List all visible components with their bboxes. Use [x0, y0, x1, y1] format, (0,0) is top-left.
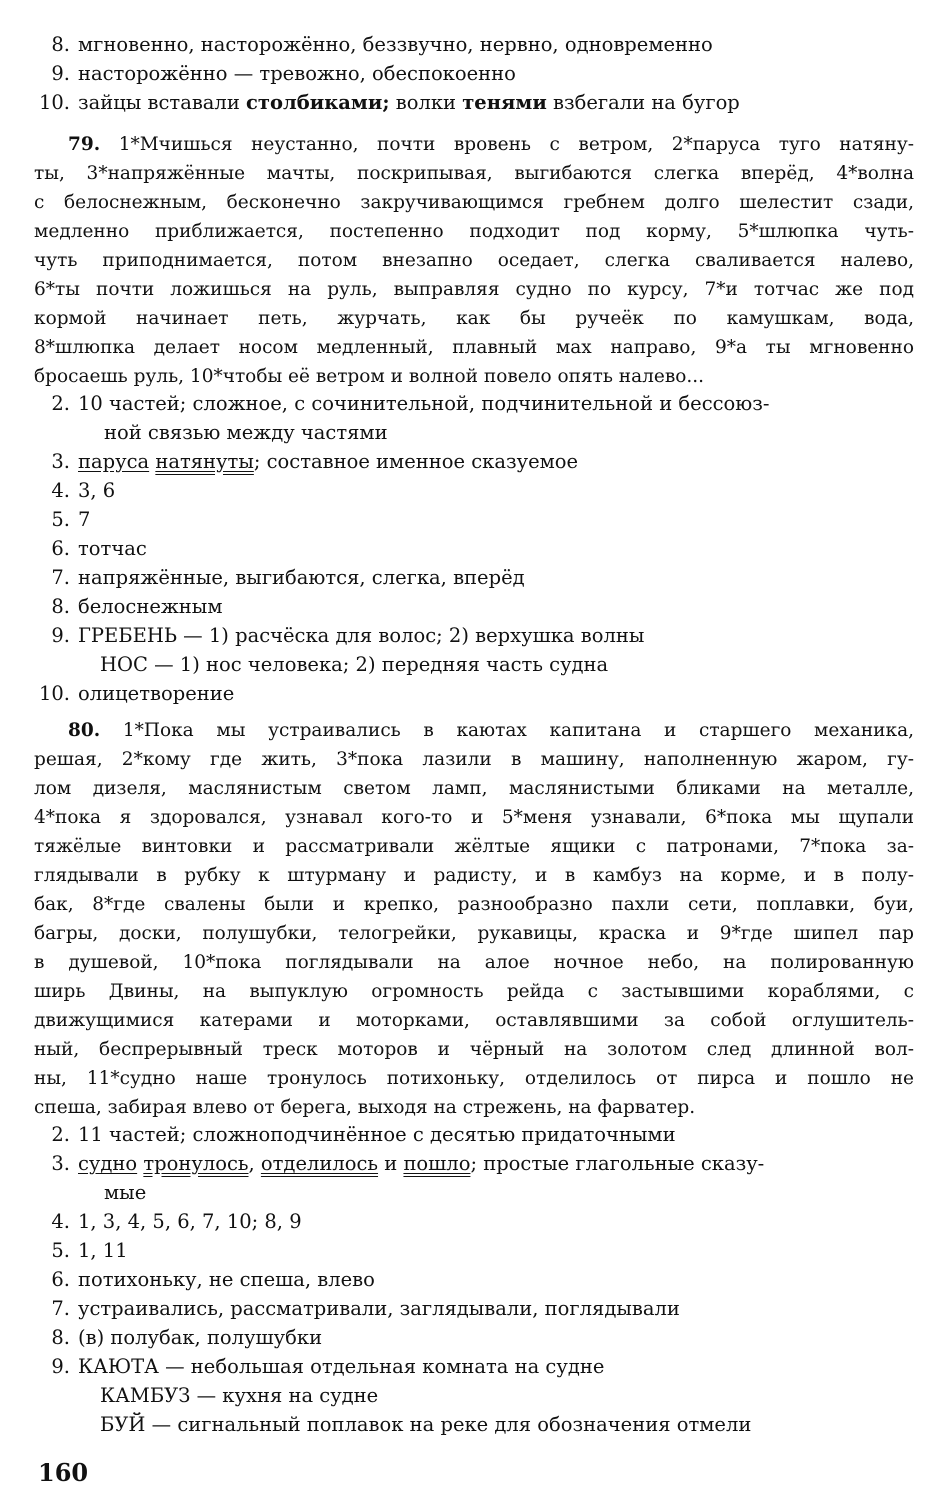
answer-item: [34, 592, 914, 621]
list-item: [34, 30, 914, 59]
item-text: напряжённые, выгибаются, слегка, вперёд: [78, 566, 525, 589]
item-number: 10.: [38, 682, 70, 705]
list-item: [34, 88, 914, 117]
answer-item: [34, 1352, 914, 1381]
answer-item: [34, 621, 914, 650]
item-number: 9.: [51, 624, 70, 647]
predicate: пошло: [403, 1152, 471, 1175]
item-number: 9.: [51, 62, 70, 85]
predicate: отделилось: [260, 1152, 379, 1175]
answer-item: [34, 476, 914, 505]
exercise-80-line: ный, беспрерывный треск моторов и чёрный на золотом след длинной вол-: [34, 1039, 914, 1060]
item-text: 1, 11: [78, 1239, 128, 1262]
item-text: 11 частей; сложноподчинённое с десятью придаточными: [78, 1123, 676, 1146]
answer-item: [34, 389, 914, 418]
exercise-80-line: решая, 2*кому где жить, 3*пока лазили в машину, наполненную жаром, гу-: [34, 749, 914, 770]
item-text: ; простые глагольные сказу-: [470, 1152, 765, 1175]
exercise-79-line: с белоснежным, бесконечно закручивающимся гребнем долго шелестит сзади,: [34, 192, 914, 213]
item-text-bold: столбиками;: [246, 91, 390, 114]
exercise-80-line: 4*пока я здоровался, узнавал кого-то и 5*меня узнавали, 6*пока мы щупали: [34, 807, 914, 828]
item-text: 10 частей; сложное, с сочинительной, подчинительной и бессоюз-: [78, 392, 770, 415]
item-number: 8.: [51, 33, 70, 56]
item-number: 4.: [51, 479, 70, 502]
exercise-80-line: спеша, забирая влево от берега, выходя на стрежень, на фарватер.: [34, 1097, 696, 1118]
item-text: 7: [78, 508, 91, 531]
answer-item: [34, 505, 914, 534]
answer-item: [34, 447, 914, 476]
text-line: 1*Мчишься неустанно, почти вровень с ветром, 2*паруса туго натяну-: [118, 134, 914, 155]
item-text: ГРЕБЕНЬ — 1) расчёска для волос; 2) верхушка волны: [78, 624, 645, 647]
item-text: (в) полубак, полушубки: [78, 1326, 323, 1349]
item-number: 6.: [51, 1268, 70, 1291]
item-number: 5.: [51, 1239, 70, 1262]
page-number: 160: [38, 1458, 89, 1487]
exercise-79-line: 6*ты почти ложишься на руль, выправляя судно по курсу, 7*и тотчас же под: [34, 279, 914, 300]
item-number: 4.: [51, 1210, 70, 1233]
item-number: 8.: [51, 1326, 70, 1349]
item-number: 3.: [51, 1152, 70, 1175]
item-text: тотчас: [78, 537, 147, 560]
exercise-80-line: глядывали в рубку к штурману и радисту, и в камбуз на корме, и в полу-: [34, 865, 914, 886]
item-text: волки: [389, 91, 463, 114]
answer-item-cont: БУЙ — сигнальный поплавок на реке для обозначения отмели: [100, 1413, 752, 1436]
item-text: устраивались, рассматривали, заглядывали, поглядывали: [78, 1297, 680, 1320]
exercise-80-line: бак, 8*где свалены были и крепко, разнообразно пахли сети, поплавки, буи,: [34, 894, 914, 915]
item-text: КАЮТА — небольшая отдельная комната на судне: [78, 1355, 605, 1378]
answer-item: 3. судно тронулось, отделилось и пошло; простые глагольные сказу-: [34, 1149, 914, 1178]
exercise-79-line: 8*шлюпка делает носом медленный, плавный мах направо, 9*а ты мгновенно: [34, 337, 914, 358]
item-text: олицетворение: [78, 682, 235, 705]
exercise-80-line: ширь Двины, на выпуклую огромность рейда с застывшими кораблями, с: [34, 981, 914, 1002]
predicate: тронулось: [143, 1152, 249, 1175]
item-text: мгновенно, насторожённо, беззвучно, нервно, одновременно: [78, 33, 713, 56]
answer-item: [34, 534, 914, 563]
exercise-number: 79.: [68, 134, 101, 155]
item-number: 3.: [51, 450, 70, 473]
answer-item-cont: НОС — 1) нос человека; 2) передняя часть судна: [100, 653, 609, 676]
item-text: белоснежным: [78, 595, 223, 618]
item-number: 8.: [51, 595, 70, 618]
subject: паруса: [78, 450, 150, 473]
exercise-79-line: [34, 130, 914, 159]
answer-item: [34, 1207, 914, 1236]
item-number: 5.: [51, 508, 70, 531]
list-item: [34, 59, 914, 88]
answer-item-cont: КАМБУЗ — кухня на судне: [100, 1384, 379, 1407]
answer-item: [34, 1265, 914, 1294]
item-text: насторожённо — тревожно, обеспокоенно: [78, 62, 516, 85]
exercise-80-line: багры, доски, полушубки, телогрейки, рукавицы, краска и 9*где шипел пар: [34, 923, 914, 944]
item-text: ; составное именное сказуемое: [253, 450, 579, 473]
exercise-80-line: тяжёлые винтовки и рассматривали жёлтые ящики с патронами, 7*пока за-: [34, 836, 914, 857]
item-text: 1, 3, 4, 5, 6, 7, 10; 8, 9: [78, 1210, 302, 1233]
predicate: натянуты: [155, 450, 254, 473]
exercise-79-line: чуть приподнимается, потом внезапно оседает, слегка сваливается налево,: [34, 250, 914, 271]
exercise-79-line: медленно приближается, постепенно подходит под корму, 5*шлюпка чуть-: [34, 221, 914, 242]
item-number: 6.: [51, 537, 70, 560]
answer-item: [34, 1294, 914, 1323]
exercise-79-line: ты, 3*напряжённые мачты, поскрипывая, выгибаются слегка вперёд, 4*волна: [34, 163, 914, 184]
exercise-80-line: ны, 11*судно наше тронулось потихоньку, отделилось от пирса и пошло не: [34, 1068, 914, 1089]
text-line: 1*Пока мы устраивались в каютах капитана и старшего механика,: [122, 720, 914, 741]
exercise-80-line: [34, 716, 914, 745]
answer-item-cont: мые: [104, 1181, 147, 1204]
answer-item: [34, 679, 914, 708]
exercise-80-line: в душевой, 10*пока поглядывали на алое ночное небо, на полированную: [34, 952, 914, 973]
item-text: потихоньку, не спеша, влево: [78, 1268, 375, 1291]
item-number: 10.: [38, 91, 70, 114]
item-text: зайцы вставали: [78, 91, 247, 114]
item-text: взбегали на бугор: [546, 91, 740, 114]
item-text: 3, 6: [78, 479, 116, 502]
item-number: 9.: [51, 1355, 70, 1378]
exercise-80-line: движущимися катерами и моторками, оставлявшими за собой оглушитель-: [34, 1010, 914, 1031]
item-number: 2.: [51, 1123, 70, 1146]
answer-item: [34, 1323, 914, 1352]
answer-item: [34, 1236, 914, 1265]
exercise-80-line: лом дизеля, маслянистым светом ламп, маслянистыми бликами на металле,: [34, 778, 914, 799]
item-text-bold: тенями: [462, 91, 547, 114]
item-number: 2.: [51, 392, 70, 415]
exercise-number: 80.: [68, 720, 101, 741]
item-text: и: [378, 1152, 404, 1175]
answer-item: [34, 563, 914, 592]
answer-item: [34, 1120, 914, 1149]
exercise-79-line: бросаешь руль, 10*чтобы её ветром и волной повело опять налево...: [34, 366, 705, 387]
item-number: 7.: [51, 1297, 70, 1320]
exercise-79-line: кормой начинает петь, журчать, как бы ручеёк по камушкам, вода,: [34, 308, 914, 329]
answer-item-cont: ной связью между частями: [104, 421, 388, 444]
item-number: 7.: [51, 566, 70, 589]
subject: судно: [78, 1152, 138, 1175]
